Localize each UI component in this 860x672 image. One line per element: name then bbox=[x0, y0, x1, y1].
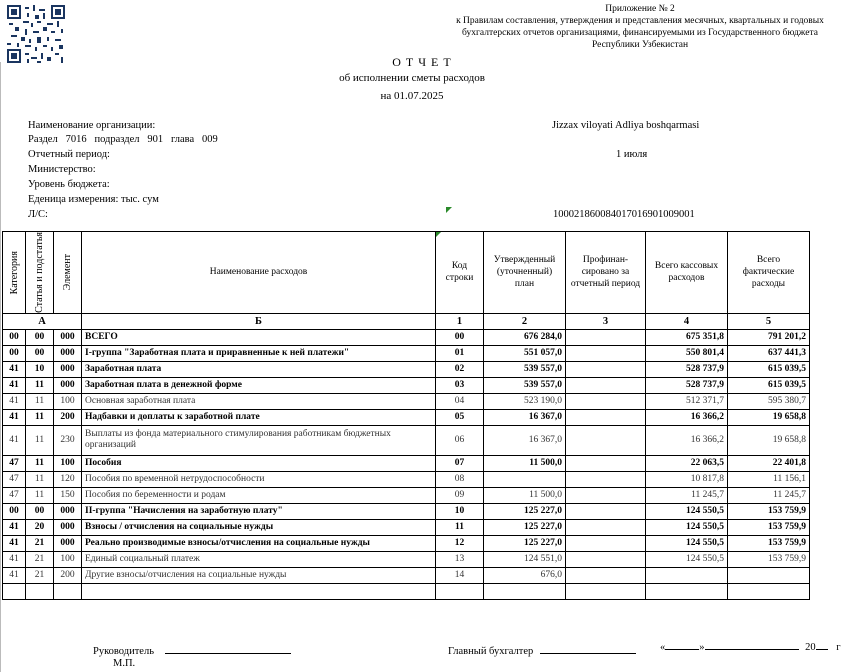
head-signature-line[interactable] bbox=[165, 643, 291, 654]
cell-cash bbox=[646, 567, 728, 583]
cell-plan: 124 551,0 bbox=[484, 551, 566, 567]
cell-actual: 615 039,5 bbox=[728, 361, 810, 377]
cell-cash: 16 366,2 bbox=[646, 409, 728, 425]
cell-actual: 153 759,9 bbox=[728, 519, 810, 535]
account-value: 100021860084017016901009001 bbox=[553, 209, 695, 220]
table-row bbox=[3, 425, 810, 455]
period-label: Отчетный период: bbox=[28, 149, 110, 160]
col-element: Элемент bbox=[54, 232, 82, 314]
index-3: 3 bbox=[566, 313, 646, 329]
cell-code: 11 bbox=[436, 519, 484, 535]
accountant-signature-line[interactable] bbox=[540, 643, 636, 654]
cell-prefinanced bbox=[566, 471, 646, 487]
cell-element: 000 bbox=[54, 377, 82, 393]
cell-name: Заработная плата bbox=[82, 361, 436, 377]
report-date: на 01.07.2025 bbox=[380, 90, 444, 102]
cell-actual: 11 245,7 bbox=[728, 487, 810, 503]
cell-prefinanced bbox=[566, 425, 646, 455]
year-suffix: г bbox=[836, 642, 841, 653]
cell-element: 000 bbox=[54, 519, 82, 535]
cell-actual: 791 201,2 bbox=[728, 329, 810, 345]
cell-code: 13 bbox=[436, 551, 484, 567]
cell-plan: 11 500,0 bbox=[484, 487, 566, 503]
cell-category: 41 bbox=[3, 409, 26, 425]
cell-cash: 124 550,5 bbox=[646, 503, 728, 519]
year-prefix: 20 bbox=[805, 642, 816, 653]
cell-actual: 153 759,9 bbox=[728, 535, 810, 551]
cell-name: II-группа "Начисления на заработную плату" bbox=[82, 503, 436, 519]
appendix-number: Приложение № 2 bbox=[605, 4, 675, 14]
cell-cash: 528 737,9 bbox=[646, 361, 728, 377]
cell-prefinanced bbox=[566, 377, 646, 393]
empty-cell bbox=[646, 583, 728, 599]
cell-category: 41 bbox=[3, 361, 26, 377]
empty-cell bbox=[728, 583, 810, 599]
appendix-notice bbox=[440, 3, 840, 51]
page-edge-line bbox=[0, 62, 1, 672]
empty-cell bbox=[566, 583, 646, 599]
cell-plan: 676,0 bbox=[484, 567, 566, 583]
cell-actual: 153 759,9 bbox=[728, 551, 810, 567]
cell-name: Пособия по беременности и родам bbox=[82, 487, 436, 503]
empty-cell bbox=[54, 583, 82, 599]
cell-name: Другие взносы/отчисления на социальные нужды bbox=[82, 567, 436, 583]
cell-category: 41 bbox=[3, 519, 26, 535]
cell-category: 41 bbox=[3, 377, 26, 393]
table-row bbox=[3, 567, 810, 583]
cell-article: 20 bbox=[26, 519, 54, 535]
cell-category: 41 bbox=[3, 425, 26, 455]
cell-name: Основная заработная плата bbox=[82, 393, 436, 409]
table-row bbox=[3, 487, 810, 503]
cell-actual bbox=[728, 567, 810, 583]
col-prefinanced: Профинан- сировано за отчетный период bbox=[566, 232, 646, 314]
empty-cell bbox=[82, 583, 436, 599]
cell-article: 10 bbox=[26, 361, 54, 377]
cell-article: 21 bbox=[26, 567, 54, 583]
head-label: Руководитель bbox=[93, 646, 154, 657]
cell-plan bbox=[484, 471, 566, 487]
cell-article: 21 bbox=[26, 551, 54, 567]
cell-name: Выплаты из фонда материального стимулирования работникам бюджетных организаций bbox=[82, 425, 436, 455]
cell-actual: 11 156,1 bbox=[728, 471, 810, 487]
cell-plan: 551 057,0 bbox=[484, 345, 566, 361]
table-row bbox=[3, 535, 810, 551]
cell-article: 00 bbox=[26, 329, 54, 345]
cell-name: Взносы / отчисления на социальные нужды bbox=[82, 519, 436, 535]
cell-prefinanced bbox=[566, 455, 646, 471]
cell-name: I-группа "Заработная плата и приравненные к ней платежи" bbox=[82, 345, 436, 361]
cell-actual: 637 441,3 bbox=[728, 345, 810, 361]
budget-level-label: Уровень бюджета: bbox=[28, 179, 110, 190]
empty-cell bbox=[436, 583, 484, 599]
cell-article: 11 bbox=[26, 393, 54, 409]
cell-article: 00 bbox=[26, 345, 54, 361]
cell-category: 47 bbox=[3, 487, 26, 503]
cell-element: 100 bbox=[54, 455, 82, 471]
table-row bbox=[3, 519, 810, 535]
appendix-line-3: Республики Узбекистан bbox=[591, 40, 689, 50]
cell-name: Пособия по временной нетрудоспособности bbox=[82, 471, 436, 487]
cell-article: 11 bbox=[26, 487, 54, 503]
table-header-row bbox=[3, 232, 810, 314]
cell-marker-icon bbox=[436, 232, 441, 237]
cell-element: 000 bbox=[54, 535, 82, 551]
stamp-label: М.П. bbox=[113, 658, 136, 669]
cell-article: 11 bbox=[26, 409, 54, 425]
cell-prefinanced bbox=[566, 551, 646, 567]
sign-year-line[interactable] bbox=[816, 639, 828, 650]
cell-element: 150 bbox=[54, 487, 82, 503]
cell-cash: 11 245,7 bbox=[646, 487, 728, 503]
cell-prefinanced bbox=[566, 393, 646, 409]
ministry-label: Министерство: bbox=[28, 164, 96, 175]
cell-category: 41 bbox=[3, 567, 26, 583]
cell-code: 09 bbox=[436, 487, 484, 503]
col-article: Статья и подстатья bbox=[26, 232, 54, 314]
cell-cash: 675 351,8 bbox=[646, 329, 728, 345]
cell-cash: 124 550,5 bbox=[646, 519, 728, 535]
index-row bbox=[3, 313, 810, 329]
cell-cash: 124 550,5 bbox=[646, 551, 728, 567]
cell-element: 000 bbox=[54, 361, 82, 377]
cell-element: 200 bbox=[54, 409, 82, 425]
cell-plan: 676 284,0 bbox=[484, 329, 566, 345]
table-row bbox=[3, 503, 810, 519]
cell-actual: 595 380,7 bbox=[728, 393, 810, 409]
cell-code: 12 bbox=[436, 535, 484, 551]
cell-name: Пособия bbox=[82, 455, 436, 471]
cell-plan: 539 557,0 bbox=[484, 377, 566, 393]
cell-plan: 16 367,0 bbox=[484, 425, 566, 455]
cell-cash: 16 366,2 bbox=[646, 425, 728, 455]
cell-name: Единый социальный платеж bbox=[82, 551, 436, 567]
cell-article: 00 bbox=[26, 503, 54, 519]
empty-cell bbox=[26, 583, 54, 599]
cell-cash: 124 550,5 bbox=[646, 535, 728, 551]
section-line: Раздел 7016 подраздел 901 глава 009 bbox=[28, 134, 218, 145]
cell-element: 000 bbox=[54, 503, 82, 519]
cell-actual: 19 658,8 bbox=[728, 409, 810, 425]
cell-cash: 10 817,8 bbox=[646, 471, 728, 487]
cell-code: 00 bbox=[436, 329, 484, 345]
cell-cash: 512 371,7 bbox=[646, 393, 728, 409]
col-name: Наименование расходов bbox=[82, 232, 436, 314]
unit-label: Еденица измерения: тыс. сум bbox=[28, 194, 159, 205]
cell-actual: 615 039,5 bbox=[728, 377, 810, 393]
cell-code: 10 bbox=[436, 503, 484, 519]
sign-month-line[interactable] bbox=[705, 639, 799, 650]
cell-code: 02 bbox=[436, 361, 484, 377]
cell-actual: 19 658,8 bbox=[728, 425, 810, 455]
cell-article: 21 bbox=[26, 535, 54, 551]
table-row bbox=[3, 409, 810, 425]
cell-category: 41 bbox=[3, 535, 26, 551]
col-actual: Всего фактические расходы bbox=[728, 232, 810, 314]
index-b: Б bbox=[82, 313, 436, 329]
cell-name: ВСЕГО bbox=[82, 329, 436, 345]
cell-marker-icon bbox=[446, 207, 452, 213]
report-title: О Т Ч Е Т bbox=[392, 55, 452, 69]
cell-code: 08 bbox=[436, 471, 484, 487]
cell-category: 00 bbox=[3, 329, 26, 345]
cell-code: 04 bbox=[436, 393, 484, 409]
cell-element: 100 bbox=[54, 551, 82, 567]
cell-article: 11 bbox=[26, 425, 54, 455]
col-code: Код строки bbox=[436, 232, 484, 314]
org-label: Наименование организации: bbox=[28, 120, 156, 131]
cell-element: 000 bbox=[54, 329, 82, 345]
expense-table bbox=[2, 231, 810, 600]
report-subtitle: об исполнении сметы расходов bbox=[339, 72, 485, 84]
cell-actual: 22 401,8 bbox=[728, 455, 810, 471]
index-2: 2 bbox=[484, 313, 566, 329]
table-row bbox=[3, 393, 810, 409]
cell-code: 05 bbox=[436, 409, 484, 425]
table-row bbox=[3, 345, 810, 361]
cell-prefinanced bbox=[566, 345, 646, 361]
cell-plan: 523 190,0 bbox=[484, 393, 566, 409]
org-value: Jizzax viloyati Adliya boshqarmasi bbox=[552, 120, 700, 131]
index-a: А bbox=[3, 313, 82, 329]
index-5: 5 bbox=[728, 313, 810, 329]
cell-category: 41 bbox=[3, 393, 26, 409]
cell-category: 47 bbox=[3, 455, 26, 471]
cell-element: 230 bbox=[54, 425, 82, 455]
cell-category: 00 bbox=[3, 345, 26, 361]
cell-cash: 22 063,5 bbox=[646, 455, 728, 471]
cell-prefinanced bbox=[566, 409, 646, 425]
cell-prefinanced bbox=[566, 487, 646, 503]
cell-category: 00 bbox=[3, 503, 26, 519]
period-value: 1 июля bbox=[616, 149, 648, 160]
table-row bbox=[3, 455, 810, 471]
cell-plan: 125 227,0 bbox=[484, 519, 566, 535]
table-row bbox=[3, 551, 810, 567]
cell-prefinanced bbox=[566, 519, 646, 535]
cell-prefinanced bbox=[566, 503, 646, 519]
cell-code: 01 bbox=[436, 345, 484, 361]
cell-element: 000 bbox=[54, 345, 82, 361]
col-cash: Всего кассовых расходов bbox=[646, 232, 728, 314]
col-category: Категория bbox=[3, 232, 26, 314]
index-1: 1 bbox=[436, 313, 484, 329]
cell-name: Заработная плата в денежной форме bbox=[82, 377, 436, 393]
cell-article: 11 bbox=[26, 471, 54, 487]
head-signature bbox=[93, 643, 291, 657]
table-row bbox=[3, 471, 810, 487]
cell-article: 11 bbox=[26, 455, 54, 471]
table-row bbox=[3, 377, 810, 393]
cell-plan: 539 557,0 bbox=[484, 361, 566, 377]
cell-element: 120 bbox=[54, 471, 82, 487]
index-4: 4 bbox=[646, 313, 728, 329]
sign-day-line[interactable] bbox=[665, 639, 699, 650]
cell-prefinanced bbox=[566, 329, 646, 345]
cell-name: Реально производимые взносы/отчисления на социальные нужды bbox=[82, 535, 436, 551]
cell-code: 06 bbox=[436, 425, 484, 455]
account-label: Л/С: bbox=[28, 209, 48, 220]
cell-category: 47 bbox=[3, 471, 26, 487]
cell-plan: 125 227,0 bbox=[484, 535, 566, 551]
cell-prefinanced bbox=[566, 361, 646, 377]
cell-cash: 550 801,4 bbox=[646, 345, 728, 361]
accountant-signature bbox=[448, 643, 636, 657]
cell-name: Надбавки и доплаты к заработной плате bbox=[82, 409, 436, 425]
appendix-line-2: бухгалтерских отчетов организациями, финансируемыми из Государственного бюджета bbox=[462, 28, 818, 38]
empty-cell bbox=[3, 583, 26, 599]
accountant-label: Главный бухгалтер bbox=[448, 646, 534, 657]
cell-plan: 16 367,0 bbox=[484, 409, 566, 425]
sign-date: « » 20 г bbox=[660, 639, 841, 653]
table-row bbox=[3, 361, 810, 377]
table-row-empty bbox=[3, 583, 810, 599]
appendix-line-1: к Правилам составления, утверждения и представления месячных, квартальных и годовых bbox=[456, 16, 824, 26]
empty-cell bbox=[484, 583, 566, 599]
table-row bbox=[3, 329, 810, 345]
cell-plan: 125 227,0 bbox=[484, 503, 566, 519]
cell-code: 14 bbox=[436, 567, 484, 583]
cell-actual: 153 759,9 bbox=[728, 503, 810, 519]
cell-prefinanced bbox=[566, 535, 646, 551]
cell-cash: 528 737,9 bbox=[646, 377, 728, 393]
cell-code: 07 bbox=[436, 455, 484, 471]
cell-element: 100 bbox=[54, 393, 82, 409]
cell-prefinanced bbox=[566, 567, 646, 583]
cell-category: 41 bbox=[3, 551, 26, 567]
cell-plan: 11 500,0 bbox=[484, 455, 566, 471]
cell-code: 03 bbox=[436, 377, 484, 393]
cell-article: 11 bbox=[26, 377, 54, 393]
col-plan: Утвержденный (уточненный) план bbox=[484, 232, 566, 314]
cell-element: 200 bbox=[54, 567, 82, 583]
